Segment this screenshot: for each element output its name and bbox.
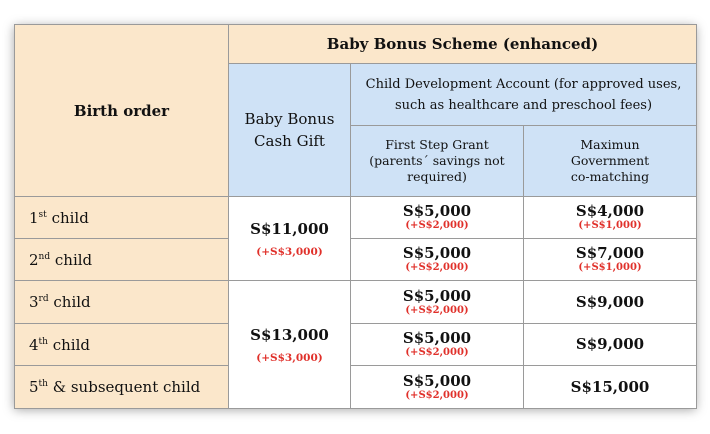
grant-extra: (+S$2,000) (405, 389, 469, 401)
cash-gift-extra: (+S$3,000) (256, 351, 323, 364)
comatching-cell (524, 197, 697, 239)
comatching-line1: Maximun (580, 137, 640, 152)
grant-amount: S$5,000 (402, 244, 472, 262)
ordinal-rest: child (46, 208, 89, 227)
baby-bonus-table-card (14, 24, 696, 408)
table-row (15, 324, 697, 366)
first-step-grant-cell (351, 281, 524, 324)
ordinal-suffix: rd (38, 294, 49, 304)
comatch-amount: S$9,000 (575, 292, 645, 311)
birth-order-cell (15, 197, 229, 239)
ordinal-rest: child (47, 335, 90, 354)
comatch-extra: (+S$1,000) (578, 220, 642, 231)
ordinal-number: 2 (29, 250, 39, 269)
birth-order-cell (15, 366, 229, 409)
cash-gift-cell (229, 197, 351, 281)
table-row (15, 366, 697, 409)
cash-gift-header (229, 64, 351, 197)
scheme-title-header: Baby Bonus Scheme (enhanced) (229, 25, 697, 64)
first-step-grant-cell (351, 197, 524, 239)
table-row (15, 281, 697, 324)
first-step-grant-cell (351, 324, 524, 366)
ordinal-number: 5 (29, 378, 39, 396)
cash-gift-amount: S$11,000 (250, 219, 329, 238)
first-step-grant-cell (351, 239, 524, 281)
baby-bonus-table (14, 24, 697, 409)
ordinal-suffix: st (38, 209, 47, 220)
grant-amount: S$5,000 (402, 202, 472, 220)
cash-gift-extra: (+S$3,000) (256, 245, 323, 258)
grant-extra: (+S$2,000) (405, 262, 469, 273)
comatch-amount: S$15,000 (570, 377, 650, 396)
cash-gift-cell (229, 281, 351, 409)
first-step-grant-line1: First Step Grant (385, 137, 489, 152)
comatching-cell (524, 239, 697, 281)
first-step-grant-line3: required) (407, 169, 467, 184)
ordinal-suffix: th (38, 379, 48, 389)
birth-order-header: Birth order (15, 25, 229, 197)
ordinal-number: 3 (29, 293, 39, 311)
comatching-header (524, 126, 697, 197)
grant-extra: (+S$2,000) (405, 220, 469, 231)
cash-gift-header-line2: Cash Gift (254, 132, 325, 150)
cda-header: Child Development Account (for approved uses, such as healthcare and preschool fees) (351, 64, 697, 126)
comatching-cell (524, 324, 697, 366)
cash-gift-amount: S$13,000 (250, 325, 329, 344)
comatching-cell (524, 366, 697, 409)
ordinal-suffix: nd (38, 251, 51, 262)
first-step-grant-header (351, 126, 524, 197)
ordinal-number: 4 (29, 335, 39, 354)
birth-order-cell (15, 281, 229, 324)
ordinal-rest: child (48, 293, 91, 311)
ordinal-suffix: th (38, 336, 48, 347)
grant-amount: S$5,000 (402, 371, 472, 390)
grant-extra: (+S$2,000) (405, 304, 469, 316)
comatch-amount: S$9,000 (575, 335, 645, 353)
comatch-extra: (+S$1,000) (578, 262, 642, 273)
grant-amount: S$5,000 (402, 329, 472, 347)
table-row (15, 239, 697, 281)
ordinal-number: 1 (29, 208, 39, 227)
grant-amount: S$5,000 (402, 286, 472, 305)
comatching-line2: Government (570, 153, 650, 168)
grant-extra: (+S$2,000) (405, 347, 469, 358)
birth-order-cell (15, 324, 229, 366)
first-step-grant-cell (351, 366, 524, 409)
ordinal-rest: & subsequent child (47, 378, 201, 396)
comatching-cell (524, 281, 697, 324)
ordinal-rest: child (50, 250, 93, 269)
comatching-line3: co-matching (570, 169, 650, 184)
birth-order-cell (15, 239, 229, 281)
comatch-amount: S$7,000 (575, 244, 645, 262)
comatch-amount: S$4,000 (575, 202, 645, 220)
cash-gift-header-line1: Baby Bonus (244, 110, 335, 128)
first-step-grant-line2: (parents´ savings not (369, 153, 505, 168)
table-row (15, 197, 697, 239)
